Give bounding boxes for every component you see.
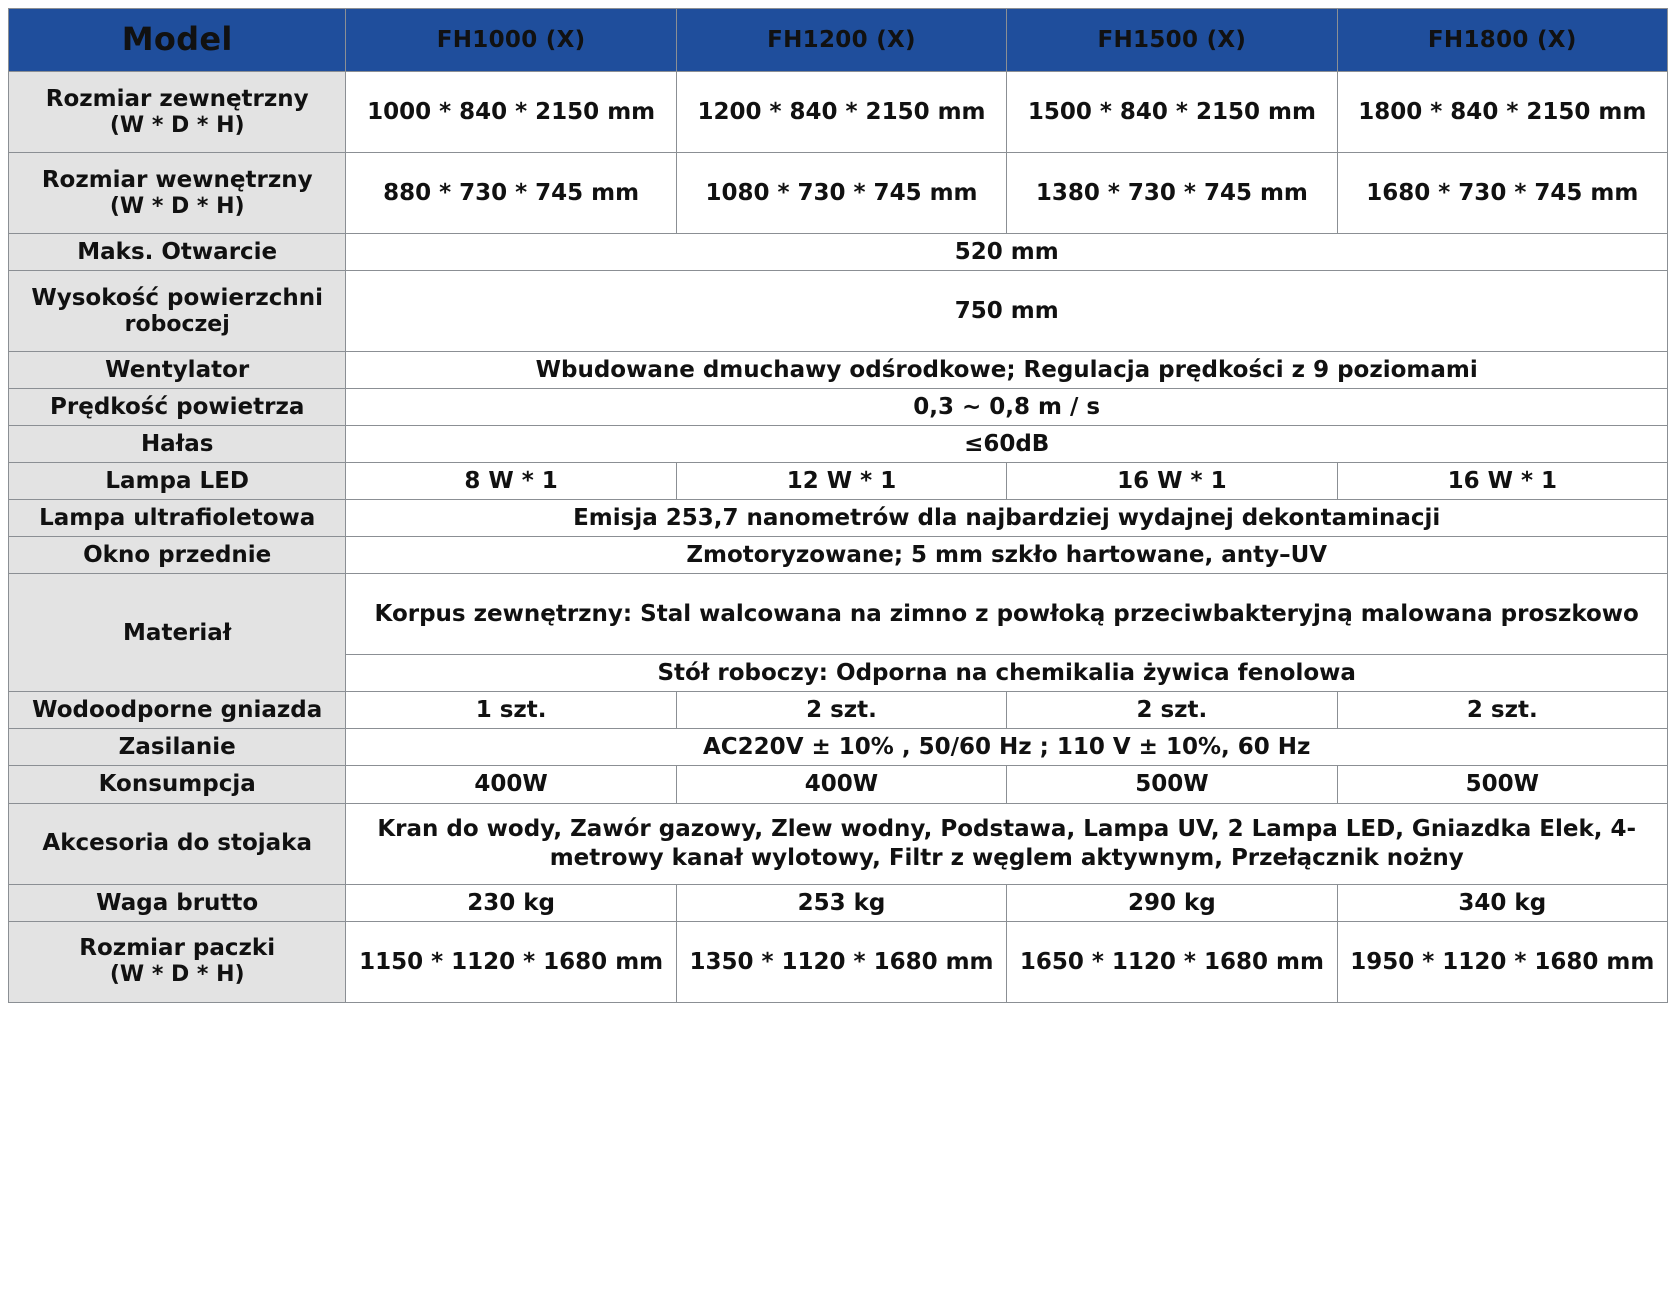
cell-value: 1350 * 1120 * 1680 mm (676, 921, 1006, 1002)
cell-value: 500W (1007, 766, 1337, 803)
cell-value-span: Wbudowane dmuchawy odśrodkowe; Regulacja prędkości z 9 poziomami (346, 352, 1668, 389)
table-row (9, 463, 1668, 500)
row-label-lampa-led: Lampa LED (9, 463, 346, 500)
table-row (9, 692, 1668, 729)
cell-value: 400W (346, 766, 676, 803)
row-label-rozmiar-zewnetrzny (9, 72, 346, 153)
cell-value: 2 szt. (1337, 692, 1667, 729)
cell-value-span: 520 mm (346, 234, 1668, 271)
row-label-waga-brutto: Waga brutto (9, 884, 346, 921)
table-row (9, 389, 1668, 426)
cell-value-span-line2: Stół roboczy: Odporna na chemikalia żywica fenolowa (346, 655, 1668, 692)
row-label-halas: Hałas (9, 426, 346, 463)
table-row (9, 729, 1668, 766)
header-model: Model (9, 9, 346, 72)
cell-value-span-line1: Korpus zewnętrzny: Stal walcowana na zimno z powłoką przeciwbakteryjną malowana proszkowo (346, 574, 1668, 655)
cell-value-span: 0,3 ~ 0,8 m / s (346, 389, 1668, 426)
row-label-wodoodporne-gniazda: Wodoodporne gniazda (9, 692, 346, 729)
table-row (9, 803, 1668, 884)
cell-value: 1680 * 730 * 745 mm (1337, 153, 1667, 234)
table-row (9, 271, 1668, 352)
cell-value-span: Zmotoryzowane; 5 mm szkło hartowane, anty–UV (346, 537, 1668, 574)
row-label-text: Rozmiar wewnętrzny (41, 166, 313, 193)
cell-value: 2 szt. (676, 692, 1006, 729)
cell-value: 1080 * 730 * 745 mm (676, 153, 1006, 234)
cell-value: 400W (676, 766, 1006, 803)
table-row (9, 234, 1668, 271)
row-label-maks-otwarcie: Maks. Otwarcie (9, 234, 346, 271)
header-row (9, 9, 1668, 72)
row-label-text: Rozmiar zewnętrzny (45, 85, 309, 112)
cell-value: 880 * 730 * 745 mm (346, 153, 676, 234)
table-row (9, 500, 1668, 537)
cell-value: 340 kg (1337, 884, 1667, 921)
cell-value-span: Emisja 253,7 nanometrów dla najbardziej wydajnej dekontaminacji (346, 500, 1668, 537)
header-fh1200: FH1200 (X) (676, 9, 1006, 72)
row-label-text: Rozmiar paczki (79, 935, 276, 962)
row-label-rozmiar-wewnetrzny (9, 153, 346, 234)
row-label-okno-przednie: Okno przednie (9, 537, 346, 574)
cell-value: 230 kg (346, 884, 676, 921)
cell-value: 1000 * 840 * 2150 mm (346, 72, 676, 153)
row-label-material: Materiał (9, 574, 346, 692)
table-row (9, 153, 1668, 234)
cell-value: 1950 * 1120 * 1680 mm (1337, 921, 1667, 1002)
table-row (9, 921, 1668, 1002)
table-row (9, 884, 1668, 921)
cell-value-span: 750 mm (346, 271, 1668, 352)
cell-value: 1150 * 1120 * 1680 mm (346, 921, 676, 1002)
specification-table (8, 8, 1668, 1003)
row-label-text: Wysokość powierzchni (31, 284, 324, 311)
row-label-predkosc-powietrza: Prędkość powietrza (9, 389, 346, 426)
cell-value: 16 W * 1 (1337, 463, 1667, 500)
row-label-zasilanie: Zasilanie (9, 729, 346, 766)
cell-value: 1650 * 1120 * 1680 mm (1007, 921, 1337, 1002)
cell-value: 500W (1337, 766, 1667, 803)
table-header (9, 9, 1668, 72)
header-fh1000: FH1000 (X) (346, 9, 676, 72)
cell-value: 253 kg (676, 884, 1006, 921)
cell-value: 290 kg (1007, 884, 1337, 921)
cell-value-span: Kran do wody, Zawór gazowy, Zlew wodny, Podstawa, Lampa UV, 2 Lampa LED, Gniazdka Elek, 4-metrowy kanał wylotowy, Filtr z węglem aktywnym, Przełącznik nożny (346, 803, 1668, 884)
cell-value-span: ≤60dB (346, 426, 1668, 463)
table-row (9, 426, 1668, 463)
cell-value: 16 W * 1 (1007, 463, 1337, 500)
cell-value: 1200 * 840 * 2150 mm (676, 72, 1006, 153)
row-label-sub: (W * D * H) (109, 962, 245, 988)
cell-value: 1 szt. (346, 692, 676, 729)
row-label-sub: roboczej (124, 311, 230, 337)
table-row (9, 574, 1668, 655)
row-label-wentylator: Wentylator (9, 352, 346, 389)
row-label-lampa-ultrafioletowa: Lampa ultrafioletowa (9, 500, 346, 537)
cell-value: 2 szt. (1007, 692, 1337, 729)
cell-value-span: AC220V ± 10% , 50/60 Hz ; 110 V ± 10%, 60 Hz (346, 729, 1668, 766)
row-label-wysokosc-powierzchni-roboczej (9, 271, 346, 352)
table-row (9, 537, 1668, 574)
cell-value: 1500 * 840 * 2150 mm (1007, 72, 1337, 153)
table-body (9, 72, 1668, 1003)
row-label-akcesoria-do-stojaka: Akcesoria do stojaka (9, 803, 346, 884)
row-label-rozmiar-paczki (9, 921, 346, 1002)
cell-value: 1380 * 730 * 745 mm (1007, 153, 1337, 234)
table-row (9, 766, 1668, 803)
table-row (9, 72, 1668, 153)
row-label-sub: (W * D * H) (109, 193, 245, 219)
header-fh1800: FH1800 (X) (1337, 9, 1667, 72)
cell-value: 1800 * 840 * 2150 mm (1337, 72, 1667, 153)
cell-value: 8 W * 1 (346, 463, 676, 500)
row-label-sub: (W * D * H) (109, 112, 245, 138)
cell-value: 12 W * 1 (676, 463, 1006, 500)
table-row (9, 352, 1668, 389)
row-label-konsumpcja: Konsumpcja (9, 766, 346, 803)
header-fh1500: FH1500 (X) (1007, 9, 1337, 72)
